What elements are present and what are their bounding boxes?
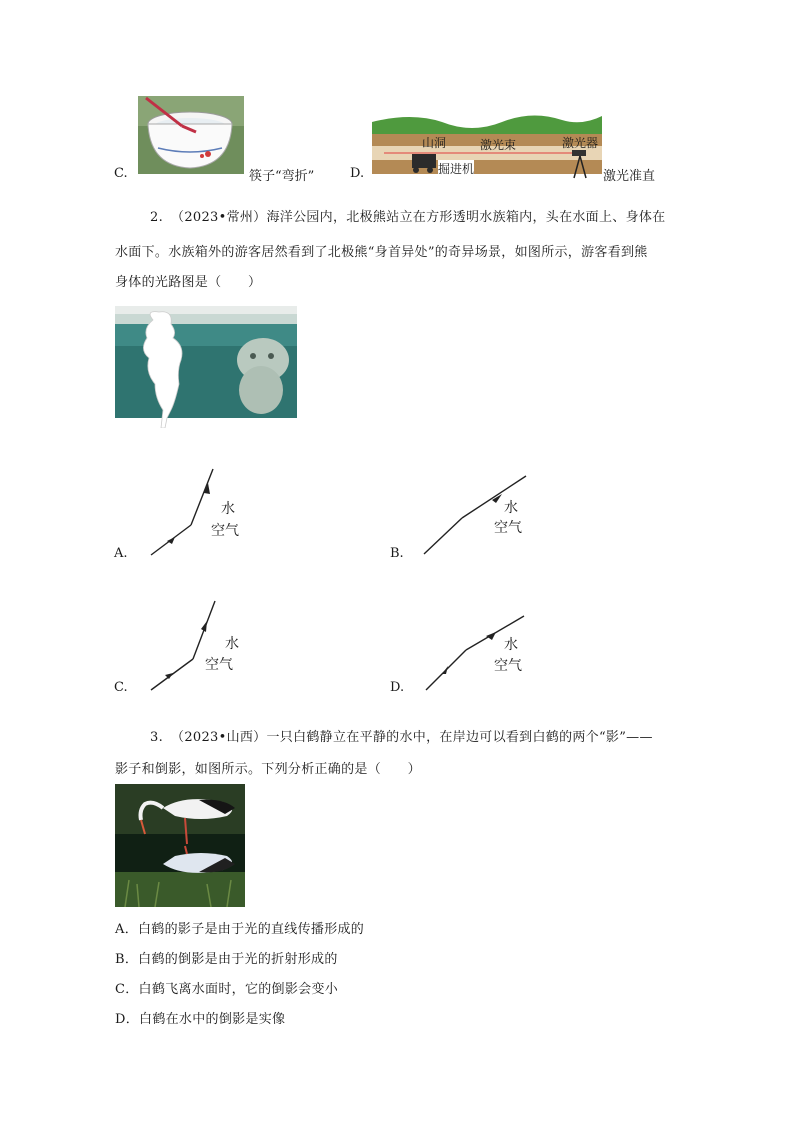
- q2-option-d-water-label: 水: [504, 637, 518, 653]
- q1-d-label-laser: 激光器: [562, 136, 599, 150]
- q3-crane-image: [115, 784, 245, 907]
- q2-option-b-letter: B.: [390, 546, 404, 561]
- q3-option-b: B．白鹤的倒影是由于光的折射形成的: [115, 952, 338, 967]
- q2-option-a-letter: A.: [114, 546, 128, 561]
- q2-option-b-water-label: 水: [504, 500, 518, 516]
- q1-option-c-letter: C.: [114, 166, 128, 181]
- q1-option-c-caption: 筷子“弯折”: [249, 169, 315, 184]
- q1-option-d-letter: D.: [350, 166, 365, 181]
- q3-number: 3.: [150, 730, 164, 745]
- q2-option-b-diagram: [420, 470, 535, 560]
- q2-line-1: 2. （2023•常州）海洋公园内，北极熊站立在方形透明水族箱内，头在水面上、身体在: [150, 210, 666, 225]
- q2-option-a-air-label: 空气: [211, 523, 239, 539]
- q2-option-c-water-label: 水: [225, 636, 239, 652]
- q3-option-a: A．白鹤的影子是由于光的直线传播形成的: [115, 922, 365, 937]
- q3-line-2: 影子和倒影，如图所示。下列分析正确的是（ ）: [115, 762, 421, 777]
- q2-option-a-water-label: 水: [221, 501, 235, 517]
- q2-polar-bear-image: [115, 306, 297, 428]
- q1-option-d-caption: 激光准直: [603, 169, 656, 184]
- q2-line-3: 身体的光路图是（ ）: [115, 275, 262, 290]
- q1-d-label-beam: 激光束: [480, 138, 517, 152]
- q2-number: 2.: [150, 210, 164, 225]
- q2-option-c-letter: C.: [114, 680, 128, 695]
- q2-option-b-air-label: 空气: [494, 520, 522, 536]
- q3-option-c: C．白鹤飞离水面时，它的倒影会变小: [115, 982, 339, 997]
- q1-d-label-cave: 山洞: [422, 136, 447, 150]
- q2-option-d-diagram: [420, 610, 535, 695]
- q2-option-a-diagram: [145, 465, 255, 560]
- q2-option-d-letter: D.: [390, 680, 405, 695]
- q1-option-d-image: [372, 108, 602, 180]
- q2-option-c-air-label: 空气: [205, 657, 233, 673]
- q2-line-2: 水面下。水族箱外的游客居然看到了北极熊“身首异处”的奇异场景，如图所示，游客看到熊: [115, 245, 648, 260]
- q1-d-label-machine: 掘进机: [438, 162, 475, 176]
- q3-option-d: D．白鹤在水中的倒影是实像: [115, 1012, 286, 1027]
- q2-option-c-diagram: [145, 597, 255, 695]
- q1-option-c-image: [138, 96, 244, 174]
- q2-option-d-air-label: 空气: [494, 658, 522, 674]
- q3-line-1: 3. （2023•山西）一只白鹤静立在平静的水中，在岸边可以看到白鹤的两个“影”——: [150, 730, 653, 745]
